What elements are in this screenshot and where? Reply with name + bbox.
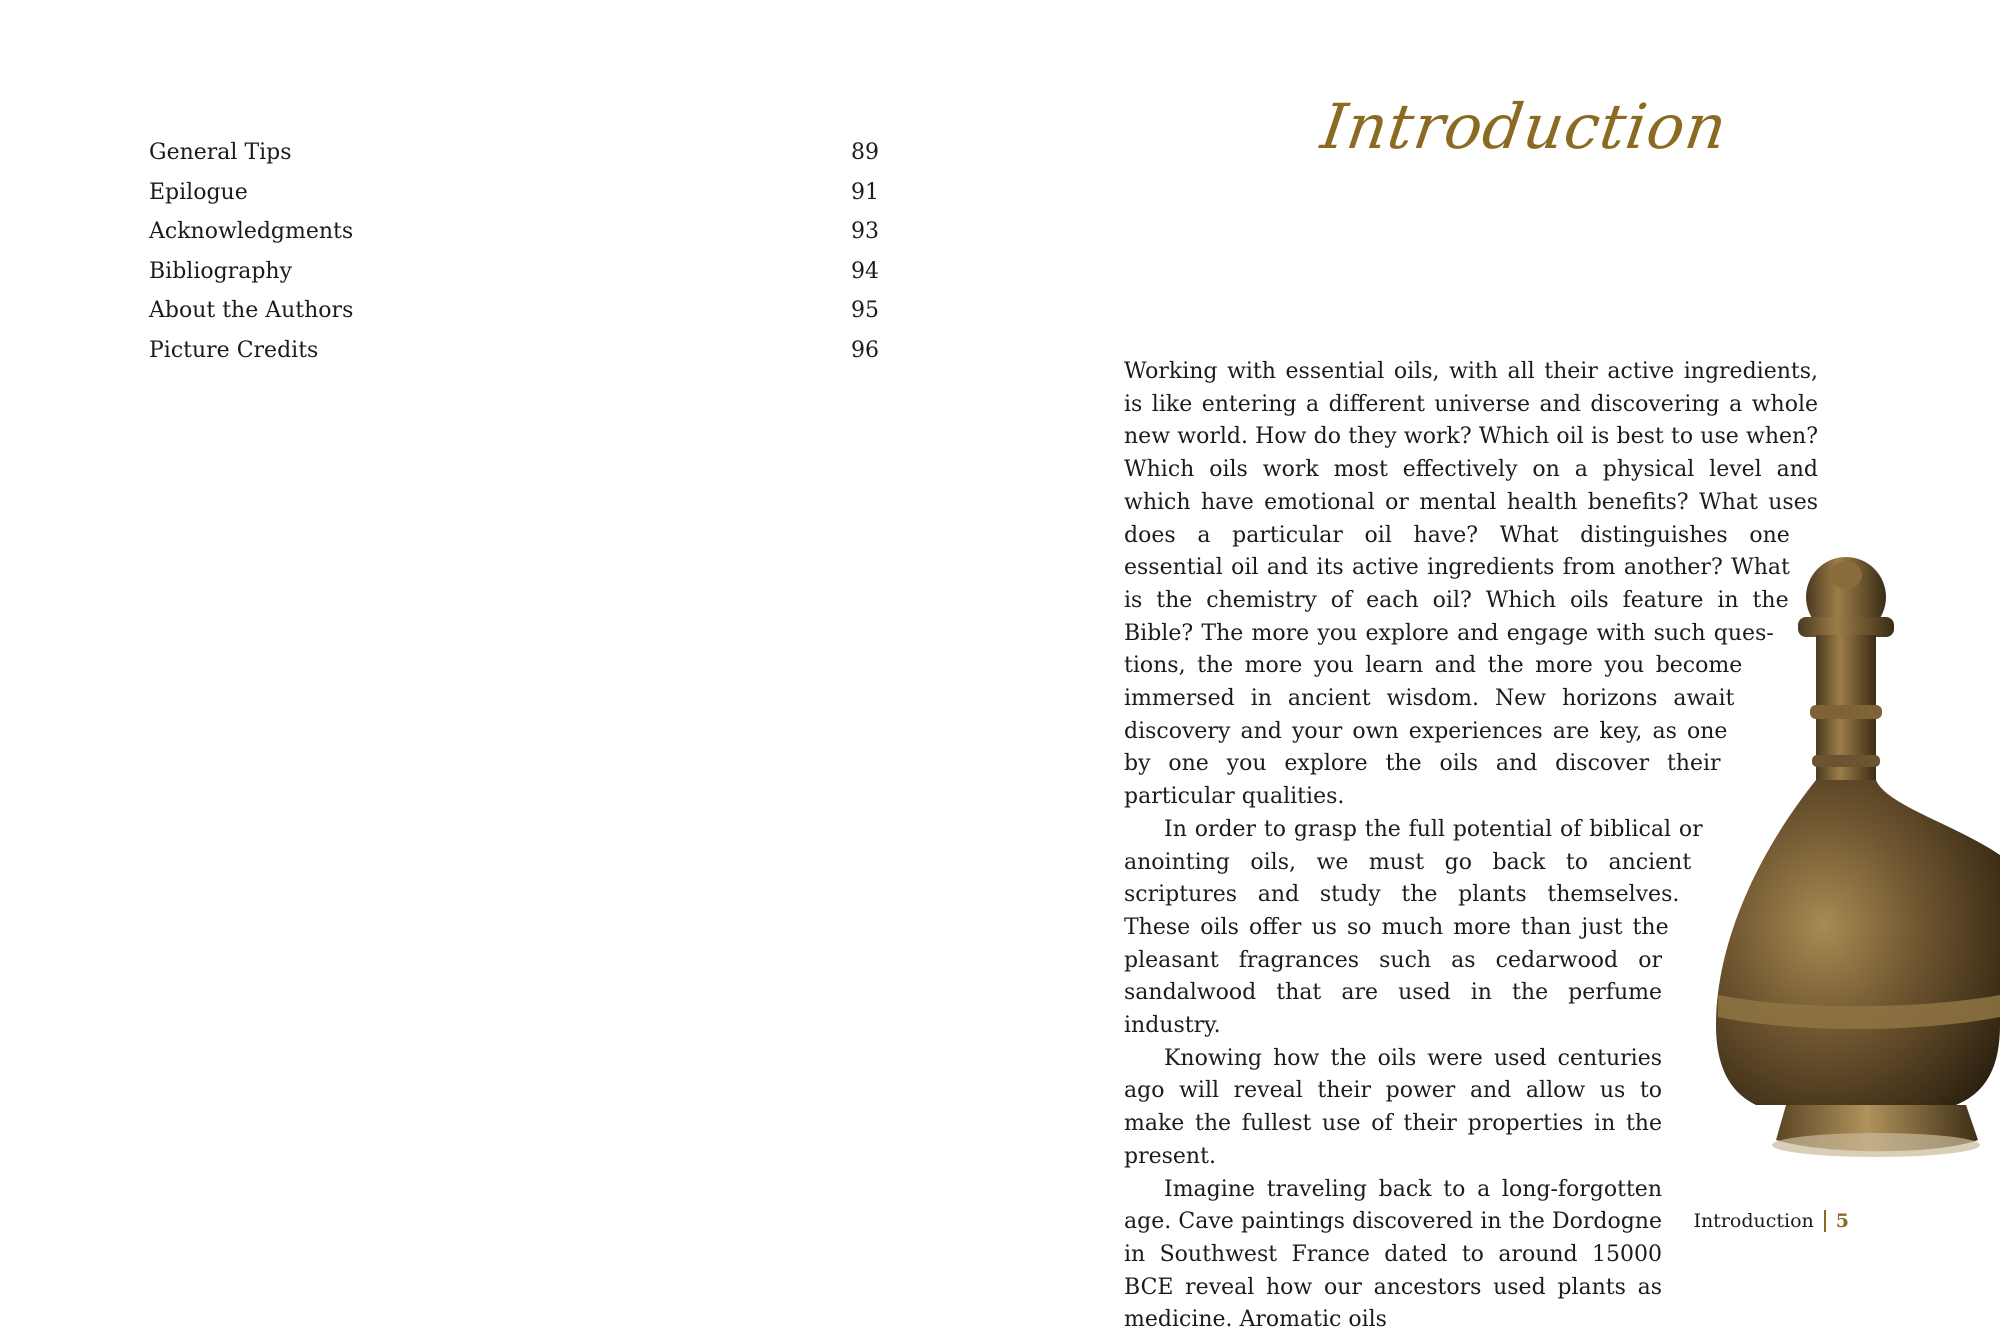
- toc-entry-page: 95: [851, 298, 879, 324]
- toc-entry-page: 93: [851, 219, 879, 245]
- toc-entry[interactable]: [149, 212, 879, 252]
- toc-entry[interactable]: [149, 252, 879, 292]
- page-footer: [1693, 1210, 1849, 1232]
- toc-entry-label: Acknowledgments: [149, 219, 354, 245]
- toc-entry-label: Picture Credits: [149, 337, 319, 363]
- text-wrap-spacer: [1826, 356, 1850, 544]
- table-of-contents: [149, 133, 879, 371]
- toc-entry-label: About the Authors: [149, 298, 354, 324]
- toc-entry-page: 96: [851, 337, 879, 363]
- chapter-title: Introduction: [1316, 90, 1732, 163]
- toc-entry[interactable]: [149, 291, 879, 331]
- toc-entry[interactable]: [149, 173, 879, 213]
- paragraph: Imagine traveling back to a long-forgotten age. Cave paintings discovered in the Dordogne in Southwest France dated to around 15000 BCE reveal how our ancestors used plants as medicine. Aromatic oils: [1124, 1176, 1662, 1333]
- toc-entry-label: Bibliography: [149, 258, 292, 284]
- toc-entry-page: 89: [851, 140, 879, 165]
- toc-entry-page: 94: [851, 258, 879, 284]
- toc-entry-page: 91: [851, 179, 879, 205]
- paragraph: Knowing how the oils were used centuries ago will reveal their power and allow us to make the fullest use of their properties in the present.: [1124, 1045, 1662, 1169]
- page-number: 5: [1835, 1210, 1849, 1232]
- toc-entry-label: General Tips: [149, 140, 292, 165]
- paragraph: Working with essential oils, with all their active ingredients, is like entering a different universe and discovering a whole new world. How do they work? Which oil is best to use when? Which oils work most effectively on a physical level and which have emotional or mental health benefits? What uses does a particular oil have? What distinguishes one essential oil and its active ingredients from another? What is the chemistry of each oil? Which oils feature in the Bible? The more you explore and engage with such questions, the more you learn and the more you become immersed in ancient wisdom. New horizons await discovery and your own experiences are key, as one by one you explore the oils and discover their particular qualities.: [1124, 359, 1818, 810]
- toc-entry-label: Epilogue: [149, 179, 248, 205]
- footer-divider: [1824, 1210, 1826, 1232]
- paragraph: In order to grasp the full potential of biblical or anointing oils, we must go back to ancient scriptures and study the plants themselves. These oils offer us so much more than just the pleasant fragrances such as cedarwood or sandalwood that are used in the perfume industry.: [1124, 816, 1703, 1039]
- toc-entry[interactable]: [149, 331, 879, 371]
- running-head: Introduction: [1693, 1210, 1814, 1232]
- toc-entry[interactable]: [149, 133, 879, 173]
- chapter-body: [1124, 356, 1850, 1337]
